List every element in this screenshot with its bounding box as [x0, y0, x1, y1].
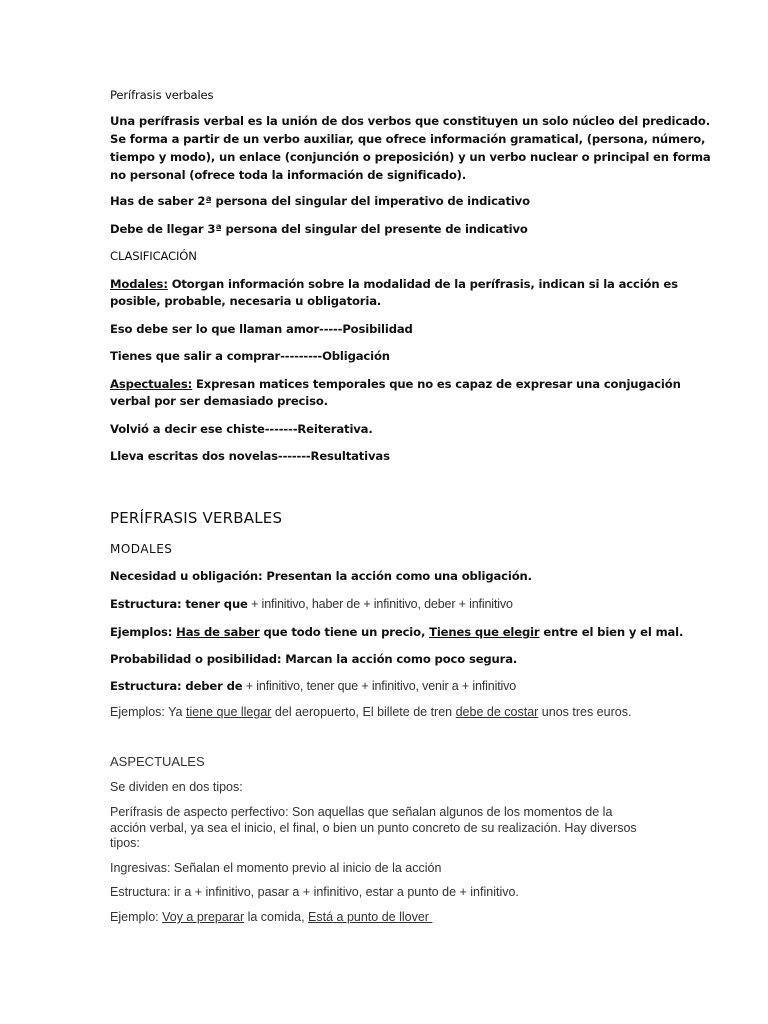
modales-label: Modales:	[110, 277, 168, 291]
example-reiterativa: Volvió a decir ese chiste-------Reiterativa.	[110, 422, 373, 436]
ejemplos-1-end: entre el bien y el mal.	[539, 625, 684, 639]
aspectuales-heading: ASPECTUALES	[110, 754, 205, 769]
ejemplo-tiene-que-llegar: tiene que llegar	[185, 705, 272, 719]
ejemplos-2-mid: del aeropuerto, El billete de tren	[271, 705, 456, 719]
ejemplos-2-end: unos tres euros.	[538, 705, 632, 719]
perfectivo-line-1: Perífrasis de aspecto perfectivo: Son aquellas que señalan algunos de los momentos de la	[110, 805, 613, 819]
ejemplo-has-de-saber: Has de saber	[176, 625, 260, 639]
aspectuales-intro: Se dividen en dos tipos:	[110, 780, 243, 794]
estructura-2-text: + infinitivo, tener que + infinitivo, venir a + infinitivo	[242, 679, 517, 693]
definition-line-4: no personal (ofrece toda la información de significado).	[110, 168, 467, 182]
perfectivo-line-2: acción verbal, ya sea el inicio, el final, o bien un punto concreto de su realización. Hay diversos	[110, 821, 637, 835]
estructura-3-line: Estructura: ir a + infinitivo, pasar a + infinitivo, estar a punto de + infinitivo.	[110, 885, 519, 899]
perfectivo-line-3: tipos:	[110, 836, 140, 850]
definition-line-2: Se forma a partir de un verbo auxiliar, que ofrece información gramatical, (persona, número,	[110, 132, 706, 146]
ejemplo-debe-de-costar: debe de costar	[455, 705, 539, 719]
aspectuales-paragraph-line-1	[110, 376, 681, 393]
definition-line-1: Una perífrasis verbal es la unión de dos verbos que constituyen un solo núcleo del predicado.	[110, 114, 710, 128]
probabilidad-line: Probabilidad o posibilidad: Marcan la acción como poco segura.	[110, 652, 518, 666]
modales-paragraph-line-2: posible, probable, necesaria u obligatoria.	[110, 294, 382, 308]
example-debe-de-llegar: Debe de llegar 3ª persona del singular del presente de indicativo	[110, 222, 528, 236]
estructura-1-line	[110, 596, 670, 613]
necesidad-line: Necesidad u obligación: Presentan la acción como una obligación.	[110, 569, 532, 583]
ejemplo-esta-a-punto-de-llover: Está a punto de llover	[308, 910, 433, 924]
ejemplo-voy-a-preparar: Voy a preparar	[162, 910, 245, 924]
example-resultativas: Lleva escritas dos novelas-------Resultativas	[110, 449, 390, 463]
aspectuales-label: Aspectuales:	[110, 377, 193, 391]
ejemplos-1-line	[110, 624, 684, 641]
ejemplos-1-label: Ejemplos:	[110, 625, 177, 639]
estructura-2-line	[110, 678, 670, 695]
ejemplo-3-label: Ejemplo:	[110, 910, 163, 924]
clasificacion-heading: CLASIFICACIÓN	[110, 249, 197, 263]
ejemplos-1-mid: que todo tiene un precio,	[259, 625, 430, 639]
ejemplo-3-line	[110, 909, 670, 926]
ejemplo-tienes-que-elegir: Tienes que elegir	[429, 625, 540, 639]
modales-heading: MODALES	[110, 542, 173, 556]
estructura-1-text: + infinitivo, haber de + infinitivo, deber + infinitivo	[247, 597, 513, 611]
modales-text: Otorgan información sobre la modalidad de la perífrasis, indican si la acción es	[167, 277, 678, 291]
aspectuales-paragraph-line-2: verbal por ser demasiado preciso.	[110, 394, 328, 408]
doc-title: Perífrasis verbales	[110, 88, 214, 102]
example-has-de-saber: Has de saber 2ª persona del singular del imperativo de indicativo	[110, 194, 530, 208]
ingresivas-line: Ingresivas: Señalan el momento previo al inicio de la acción	[110, 861, 442, 875]
section-title: PERÍFRASIS VERBALES	[110, 509, 283, 527]
estructura-1-label: Estructura: tener que	[110, 597, 248, 611]
example-posibilidad: Eso debe ser lo que llaman amor-----Posibilidad	[110, 322, 413, 336]
definition-line-3: tiempo y modo), un enlace (conjunción o preposición) y un verbo nuclear o principal en forma	[110, 150, 711, 164]
ejemplo-3-mid: la comida,	[244, 910, 309, 924]
estructura-2-label: Estructura: deber de	[110, 679, 243, 693]
ejemplos-2-label: Ejemplos: Ya	[110, 705, 186, 719]
aspectuales-text: Expresan matices temporales que no es capaz de expresar una conjugación	[192, 377, 681, 391]
modales-paragraph-line-1	[110, 276, 678, 293]
example-obligacion: Tienes que salir a comprar---------Obligación	[110, 349, 390, 363]
ejemplos-2-line	[110, 704, 670, 721]
